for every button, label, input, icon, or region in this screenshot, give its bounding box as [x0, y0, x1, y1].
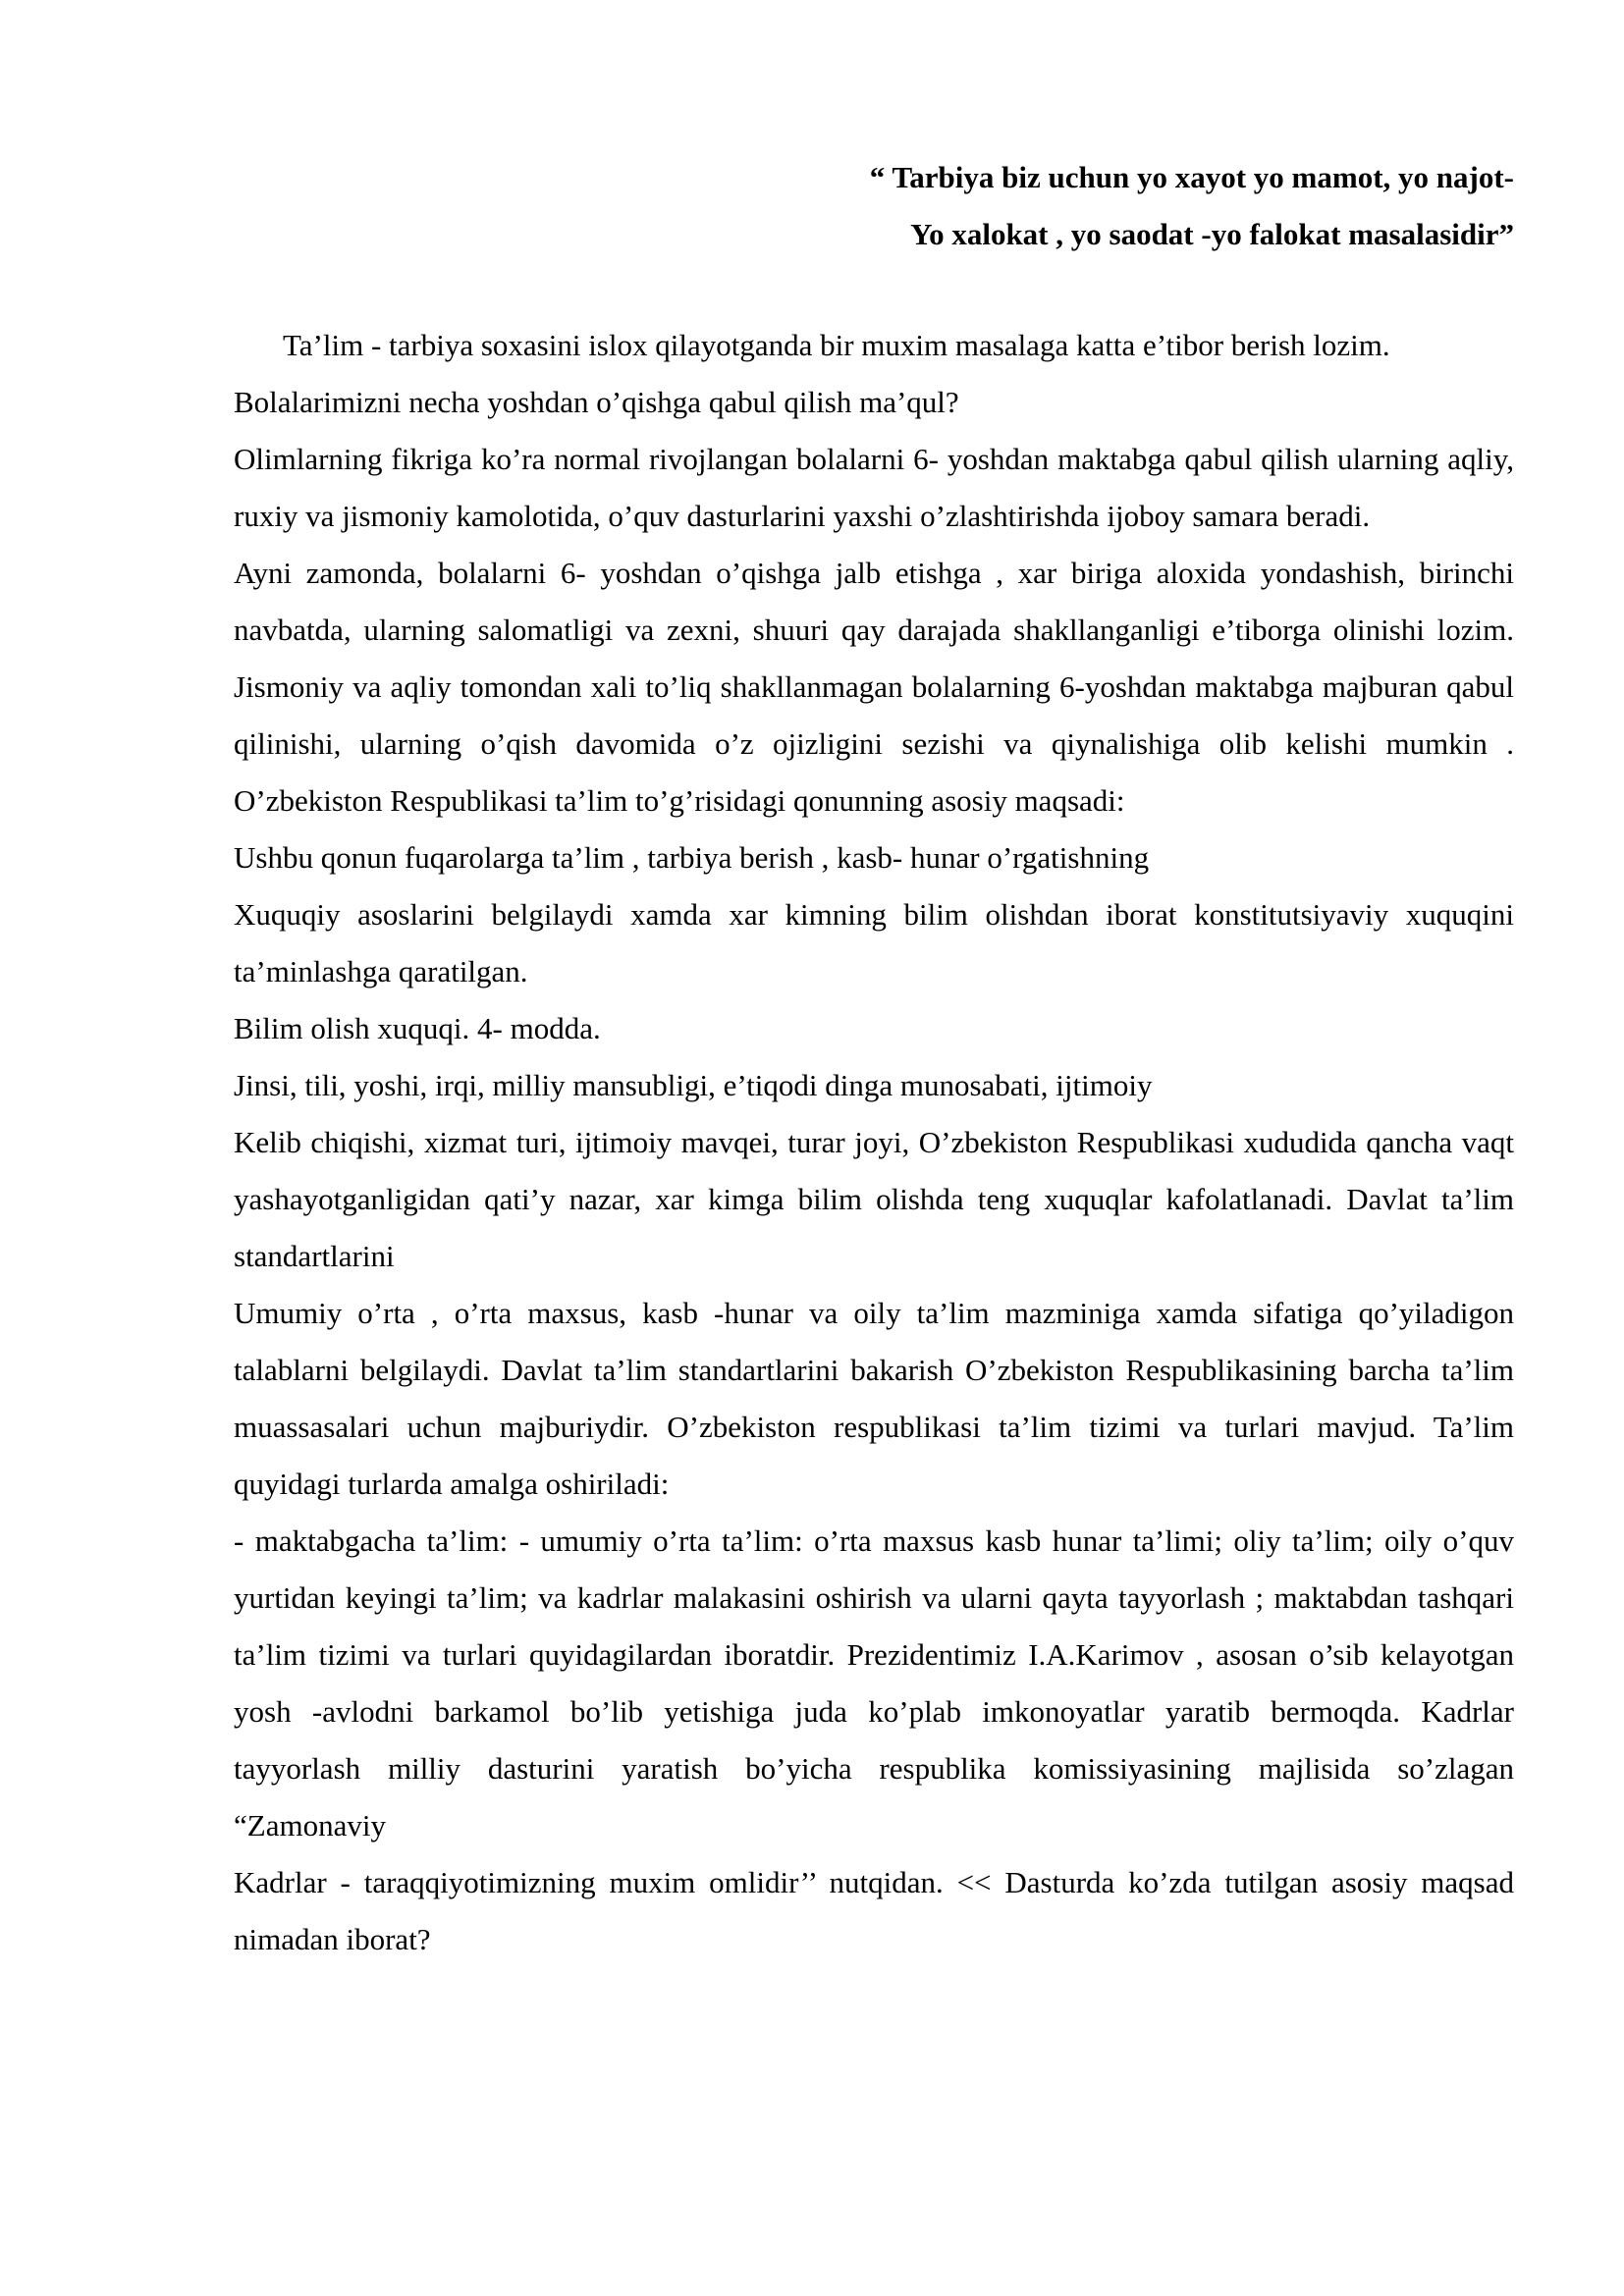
paragraph-6: Xuquqiy asoslarini belgilaydi xamda xar kimning bilim olishdan iborat konstitutsiyaviy xuquqini ta’minlashga qaratilgan. [234, 897, 1514, 988]
paragraph-11: - maktabgacha ta’lim: - umumiy o’rta ta’lim: o’rta maxsus kasb hunar ta’limi; oliy ta’lim; oily o’quv yurtidan keyingi ta’lim; va kadrlar malakasini oshirish va ularni qayta tayyorlash ; maktabdan tashqari ta’lim tizimi va turlari quyidagilardan iboratdir. Prezidentimiz I.A.Karimov , asosan o’sib kelayotgan yosh -avlodni barkamol bo’lib yetishiga juda ko’plab imkonoyatlar yaratib bermoqda. Kadrlar tayyorlash milliy dasturini yaratish bo’yicha respublika komissiyasining majlisida so’zlagan “Zamonaviy [234, 1523, 1514, 1842]
epigraph-line-2: Yo xalokat , yo saodat -yo falokat masalasidir” [910, 217, 1514, 251]
paragraph-7: Bilim olish xuquqi. 4- modda. [234, 1011, 601, 1045]
document-body [234, 317, 1514, 1968]
document-page [234, 0, 1514, 2296]
epigraph-line-1: “ Tarbiya biz uchun yo xayot yo mamot, yo najot- [869, 160, 1514, 194]
paragraph-12: Kadrlar - taraqqiyotimizning muxim omlidir’’ nutqidan. << Dasturda ko’zda tutilgan asosiy maqsad nimadan iborat? [234, 1865, 1514, 1956]
paragraph-5: Ushbu qonun fuqarolarga ta’lim , tarbiya berish , kasb- hunar o’rgatishning [234, 840, 1150, 875]
paragraph-3: Olimlarning fikriga ko’ra normal rivojlangan bolalarni 6- yoshdan maktabga qabul qilish ularning aqliy, ruxiy va jismoniy kamolotida, o’quv dasturlarini yaxshi o’zlashtirishda ijoboy samara beradi. [234, 442, 1514, 533]
paragraph-10: Umumiy o’rta , o’rta maxsus, kasb -hunar va oily ta’lim mazminiga xamda sifatiga qo’yiladigon talablarni belgilaydi. Davlat ta’lim standartlarini bakarish O’zbekiston Respublikasining barcha ta’lim muassasalari uchun majburiydir. O’zbekiston respublikasi ta’lim tizimi va turlari mavjud. Ta’lim quyidagi turlarda amalga oshiriladi: [234, 1296, 1514, 1501]
paragraph-1: Ta’lim - tarbiya soxasini islox qilayotganda bir muxim masalaga katta e’tibor berish lozim. [283, 328, 1390, 362]
epigraph [870, 149, 1514, 263]
paragraph-8: Jinsi, tili, yoshi, irqi, milliy mansubligi, e’tiqodi dinga munosabati, ijtimoiy [234, 1068, 1153, 1102]
paragraph-4: Ayni zamonda, bolalarni 6- yoshdan o’qishga jalb etishga , xar biriga aloxida yondashish, birinchi navbatda, ularning salomatligi va zexni, shuuri qay darajada shakllanganligi e’tiborga olinishi lozim. Jismoniy va aqliy tomondan xali to’liq shakllanmagan bolalarning 6-yoshdan maktabga majburan qabul qilinishi, ularning o’qish davomida o’z ojizligini sezishi va qiynalishiga olib kelishi mumkin . O’zbekiston Respublikasi ta’lim to’g’risidagi qonunning asosiy maqsadi: [234, 556, 1514, 818]
paragraph-2: Bolalarimizni necha yoshdan o’qishga qabul qilish ma’qul? [234, 385, 959, 419]
paragraph-9: Kelib chiqishi, xizmat turi, ijtimoiy mavqei, turar joyi, O’zbekiston Respublikasi xududida qancha vaqt yashayotganligidan qati’y nazar, xar kimga bilim olishda teng xuquqlar kafolatlanadi. Davlat ta’lim standartlarini [234, 1125, 1514, 1273]
